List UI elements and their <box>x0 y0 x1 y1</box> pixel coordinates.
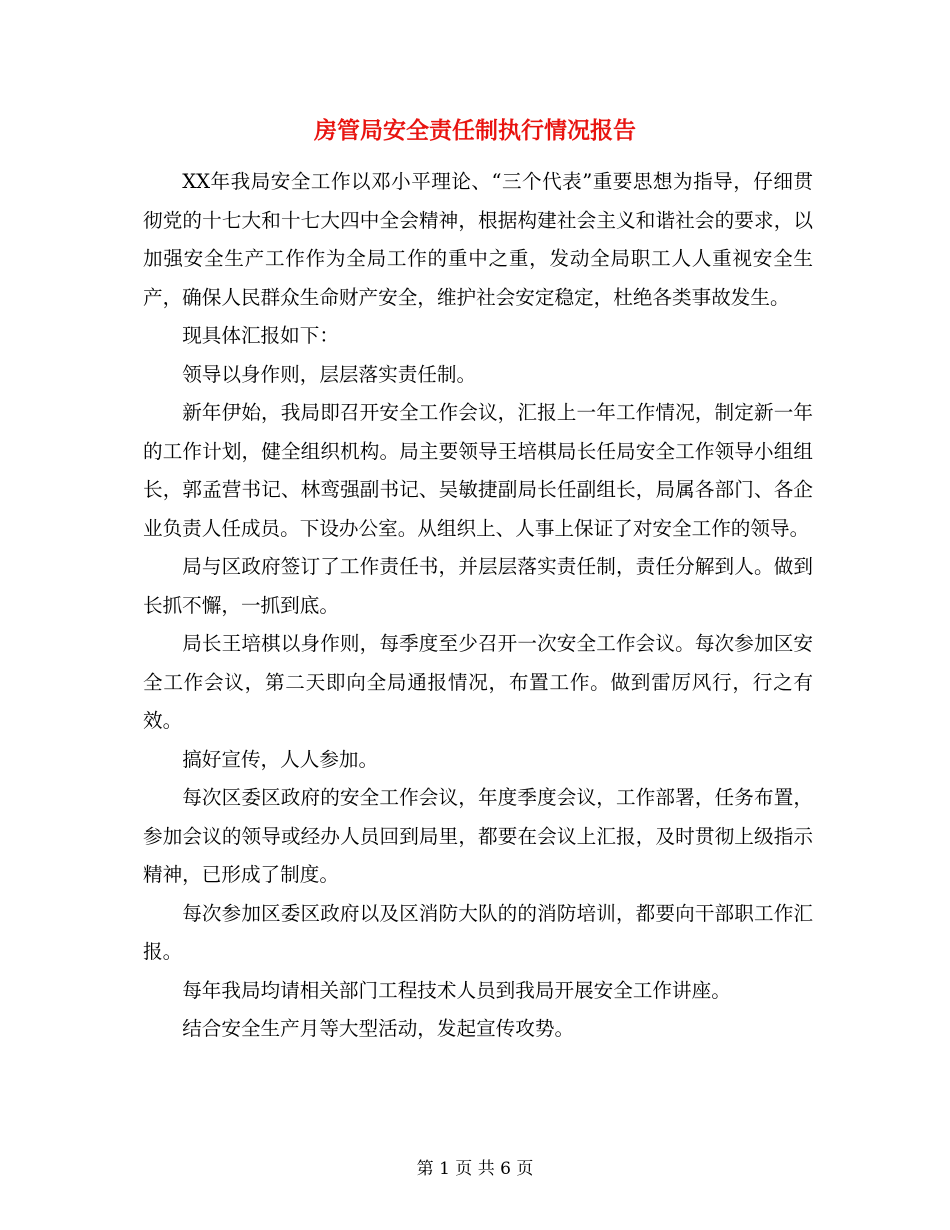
paragraph: 新年伊始，我局即召开安全工作会议，汇报上一年工作情况，制定新一年的工作计划，健全组织机构。局主要领导王培棋局长任局安全工作领导小组组长，郭孟营书记、林鸾强副书记、吴敏捷副局长任副组长，局属各部门、各企业负责人任成员。下设办公室。从组织上、人事上保证了对安全工作的领导。 <box>143 401 813 540</box>
document-title: 房管局安全责任制执行情况报告 <box>314 118 636 144</box>
paragraph: 局长王培棋以身作则，每季度至少召开一次安全工作会议。每次参加区安全工作会议，第二天即向全局通报情况，布置工作。做到雷厉风行，行之有效。 <box>143 632 813 732</box>
paragraph: 每次参加区委区政府以及区消防大队的的消防培训，都要向干部职工作汇报。 <box>143 901 813 963</box>
paragraph: XX年我局安全工作以邓小平理论、“三个代表”重要思想为指导，仔细贯彻党的十七大和十七大四中全会精神，根据构建社会主义和谐社会的要求，以加强安全生产工作作为全局工作的重中之重，发动全局职工人人重视安全生产，确保人民群众生命财产安全，维护社会安定稳定，杜绝各类事故发生。 <box>143 170 813 309</box>
paragraph: 每次区委区政府的安全工作会议，年度季度会议，工作部署，任务布置，参加会议的领导或经办人员回到局里，都要在会议上汇报，及时贯彻上级指示精神，已形成了制度。 <box>143 786 813 886</box>
document-body <box>143 163 813 1049</box>
paragraph: 每年我局均请相关部门工程技术人员到我局开展安全工作讲座。 <box>182 978 731 1002</box>
section-heading: 领导以身作则，层层落实责任制。 <box>182 362 477 386</box>
page-footer: 第 1 页 共 6 页 <box>416 1159 534 1179</box>
paragraph: 局与区政府签订了工作责任书，并层层落实责任制，责任分解到人。做到长抓不懈，一抓到底。 <box>143 555 813 617</box>
section-heading: 搞好宣传，人人参加。 <box>182 747 379 771</box>
paragraph: 现具体汇报如下： <box>182 324 339 347</box>
paragraph: 结合安全生产月等大型活动，发起宣传攻势。 <box>182 1017 575 1040</box>
